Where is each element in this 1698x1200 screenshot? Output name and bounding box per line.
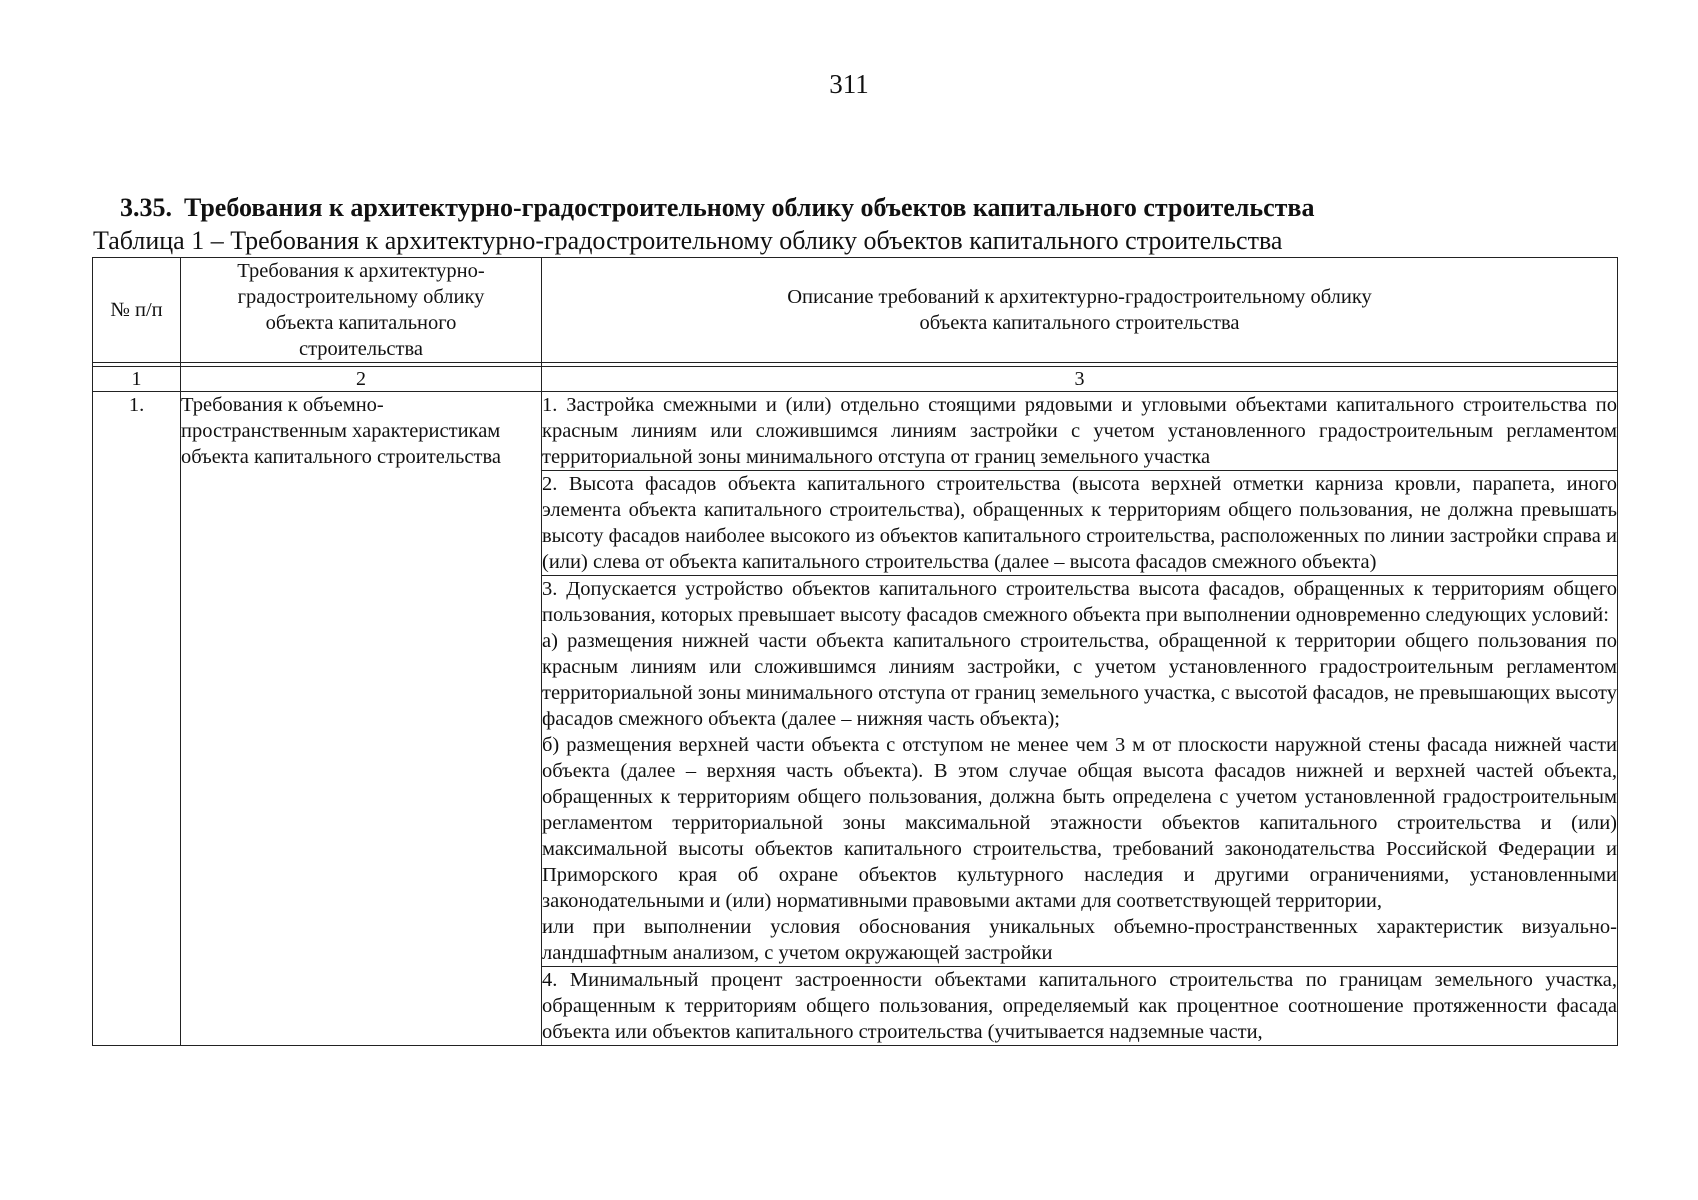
header-description (542, 258, 1618, 363)
description-paragraph: б) размещения верхней части объекта с отступом не менее чем 3 м от плоскости наружной стены фасада нижней части объекта (далее – верхняя часть объекта). В этом случае общая высота фасадов нижней и верхней частей объекта, обращенных к территориям общего пользования, должна быть определена с учетом установленной градостроительным регламентом территориальной зоны максимальной этажности объектов капитального строительства и (или) максимальной высоты объектов капитального строительства, требований законодательства Российской Федерации и Приморского края об охране объектов культурного наследия и другими ограничениями, установленными законодательными и (или) нормативными правовыми актами для соответствующей территории, (542, 734, 1617, 912)
requirements-table (92, 257, 1618, 1046)
description-item (542, 471, 1618, 576)
table-caption: Таблица 1 – Требования к архитектурно-градостроительному облику объектов капитального строительства (93, 226, 1283, 255)
header-description-line-1: Описание требований к архитектурно-градостроительному облику (787, 286, 1372, 308)
header-description-line-2: объекта капитального строительства (919, 312, 1240, 334)
column-index-row (93, 367, 1618, 392)
section-number: 3.35. (120, 193, 172, 222)
section-title-text: Требования к архитектурно-градостроительному облику объектов капитального строительства (184, 193, 1315, 222)
description-item (542, 967, 1618, 1046)
description-item (542, 392, 1618, 471)
description-paragraph: а) размещения нижней части объекта капитального строительства, обращенной к территории общего пользования по красным линиям или сложившимся линиям застройки, с учетом установленного градостроительным регламентом территориальной зоны минимального отступа от границ земельного участка, с высотой фасадов, не превышающих высоту фасадов смежного объекта (далее – нижняя часть объекта); (542, 630, 1617, 730)
table-header-row (93, 258, 1618, 363)
description-paragraph: 2. Высота фасадов объекта капитального строительства (высота верхней отметки карниза кровли, парапета, иного элемента объекта капитального строительства), обращенных к территориям общего пользования, не должна превышать высоту фасадов наиболее высокого из объектов капитального строительства, расположенных по линии застройки справа и (или) слева от объекта капитального строительства (далее – высота фасадов смежного объекта) (542, 473, 1617, 573)
row-requirement: Требования к объемно-пространственным характеристикам объекта капитального строительства (181, 392, 542, 1046)
header-number: № п/п (93, 258, 181, 363)
section-title (120, 192, 1620, 224)
column-index: 2 (181, 367, 542, 392)
table-row (93, 392, 1618, 471)
description-paragraph: 3. Допускается устройство объектов капитального строительства высота фасадов, обращенных к территориям общего пользования, которых превышает высоту фасадов смежного объекта при выполнении одновременно следующих условий: (542, 578, 1617, 626)
description-item (542, 576, 1618, 967)
column-index: 1 (93, 367, 181, 392)
description-paragraph: 1. Застройка смежными и (или) отдельно стоящими рядовыми и угловыми объектами капитального строительства по красным линиям или сложившимся линиям застройки с учетом установленного градостроительным регламентом территориальной зоны минимального отступа от границ земельного участка (542, 394, 1617, 468)
header-requirement: Требования к архитектурно-градостроительному облику объекта капитального строительства (181, 258, 542, 363)
description-paragraph: 4. Минимальный процент застроенности объектами капитального строительства по границам земельного участка, обращенным к территориям общего пользования, определяемый как процентное соотношение протяженности фасада объекта или объектов капитального строительства (учитывается надземные части, (542, 969, 1617, 1043)
column-index: 3 (542, 367, 1618, 392)
page-number: 311 (829, 69, 869, 99)
row-number: 1. (93, 392, 181, 1046)
description-paragraph: или при выполнении условия обоснования уникальных объемно-пространственных характеристик визуально-ландшафтным анализом, с учетом окружающей застройки (542, 916, 1617, 964)
